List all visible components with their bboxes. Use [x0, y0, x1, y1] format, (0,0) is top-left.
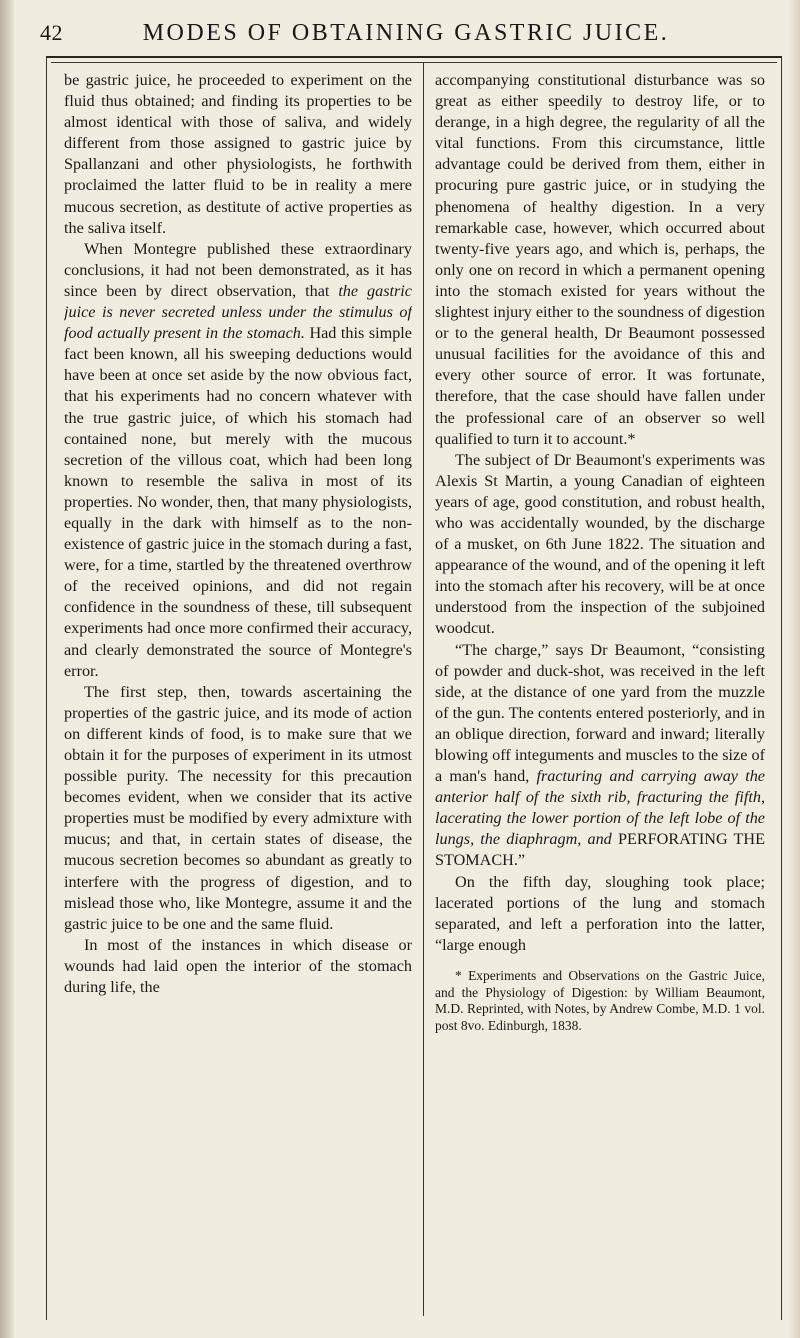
paragraph-first-step: The first step, then, towards ascertaining the properties of the gastric juice, and its mode of action on different kinds of food, is to make sure that we obtain it for the purposes of experiment in its utmost possible purity. The necessity for this precaution becomes evident, when we consider that its active properties must be modified by every admixture with mucus; and that, in certain states of disease, the mucous secretion becomes so abundant as greatly to interfere with the progress of digestion, and to mislead those who, like Montegre, assume it and the gastric juice to be one and the same fluid.	[64, 682, 412, 933]
paragraph-text: When Montegre published these extraordinary conclusions, it had not been demonstrated, as it has since been by direct observation, that	[64, 239, 412, 300]
paragraph-text: “The charge,” says Dr Beaumont, “consisting of powder and duck-shot, was received in the left side, at the distance of one yard from the muzzle of the gun. The contents entered posteriorly, and in an oblique direction, forward and inward; literally blowing off integuments and muscles to the size of a man's hand,	[435, 640, 765, 786]
paragraph-subject: The subject of Dr Beaumont's experiments was Alexis St Martin, a young Canadian of eighteen years of age, good constitution, and robust health, who was accidentally wounded, by the discharge of a musket, on 6th June 1822. The situation and appearance of the wound, and of the opening it left into the stomach after his recovery, will be at once understood from the inspection of the subjoined woodcut.	[435, 450, 765, 638]
paragraph-continuation: accompanying constitutional disturbance was so great as either speedily to destroy life, or to derange, in a high degree, the regularity of all the vital functions. From this circumstance, little advantage could be derived from them, either in procuring pure gastric juice, or in studying the phenomena of healthy digestion. In a very remarkable case, however, which occurred about twenty-five years ago, and which is, perhaps, the only one on record in which a permanent opening into the stomach existed for years without the slightest injury either to the soundness of digestion or to the general health, Dr Beaumont possessed unusual facilities for the avoidance of this and every other source of error. It was fortunate, therefore, that the case should have fallen under the professional care of an observer so well qualified to turn it to account.*	[435, 71, 765, 448]
italic-emphasis: the gastric juice is never secreted unless under the stimulus of food actually present in the stomach.	[64, 281, 412, 343]
paragraph-fifth-day: On the fifth day, sloughing took place; lacerated portions of the lung and stomach separated, and left a perforation into the latter, “large enough	[435, 872, 765, 954]
paragraph-instances: In most of the instances in which disease or wounds had laid open the interior of the stomach during life, the	[64, 935, 412, 997]
page-header	[40, 16, 772, 50]
paragraph-montegre	[64, 239, 412, 682]
column-divider	[423, 62, 424, 1316]
italic-emphasis: fracturing and carrying away the anterior half of the sixth rib, fracturing the fifth, lacerating the lower portion of the left lobe of the lungs, the diaphragm, and	[435, 767, 765, 849]
right-column	[435, 70, 765, 1314]
paragraph-continuation: be gastric juice, he proceeded to experiment on the fluid thus obtained; and finding its properties to be almost identical with those of saliva, and widely different from those assigned to gastric juice by Spallanzani and other physiologists, he forthwith proclaimed the latter fluid to be in reality a mere mucous secretion, as destitute of active properties as the saliva itself.	[64, 71, 412, 237]
left-column	[64, 70, 412, 1314]
paragraph-text: PERFORATING THE STOMACH.”	[435, 830, 765, 870]
paragraph-quotation	[435, 640, 765, 872]
paragraph-text: Had this simple fact been known, all his sweeping deductions would have been at once set aside by the now obvious fact, that his experiments had no concern whatever with the true gastric juice, of which his stomach had contained none, but merely with the mucous secretion of the villous coat, which had been long known to resemble the saliva in most of its properties. No wonder, then, that many physiologists, equally in the dark with himself as to the non-existence of gastric juice in the stomach during a fast, were, for a time, startled by the threatened overthrow of the received opinions, and did not regain confidence in the soundness of these, till subsequent experiments had once more confirmed their accuracy, and clearly demonstrated the source of Montegre's error.	[64, 324, 412, 680]
footnote	[435, 968, 765, 1034]
footnote-text: * Experiments and Observations on the Gastric Juice, and the Physiology of Digestion: by William Beaumont, M.D. Reprinted, with Notes, by Andrew Combe, M.D. 1 vol. post 8vo. Edinburgh, 1838.	[435, 967, 765, 1033]
page-number: 42	[40, 20, 63, 45]
page-binding-shadow	[0, 0, 14, 1338]
page-edge-shadow	[788, 0, 800, 1338]
running-title: MODES OF OBTAINING GASTRIC JUICE.	[142, 19, 670, 46]
